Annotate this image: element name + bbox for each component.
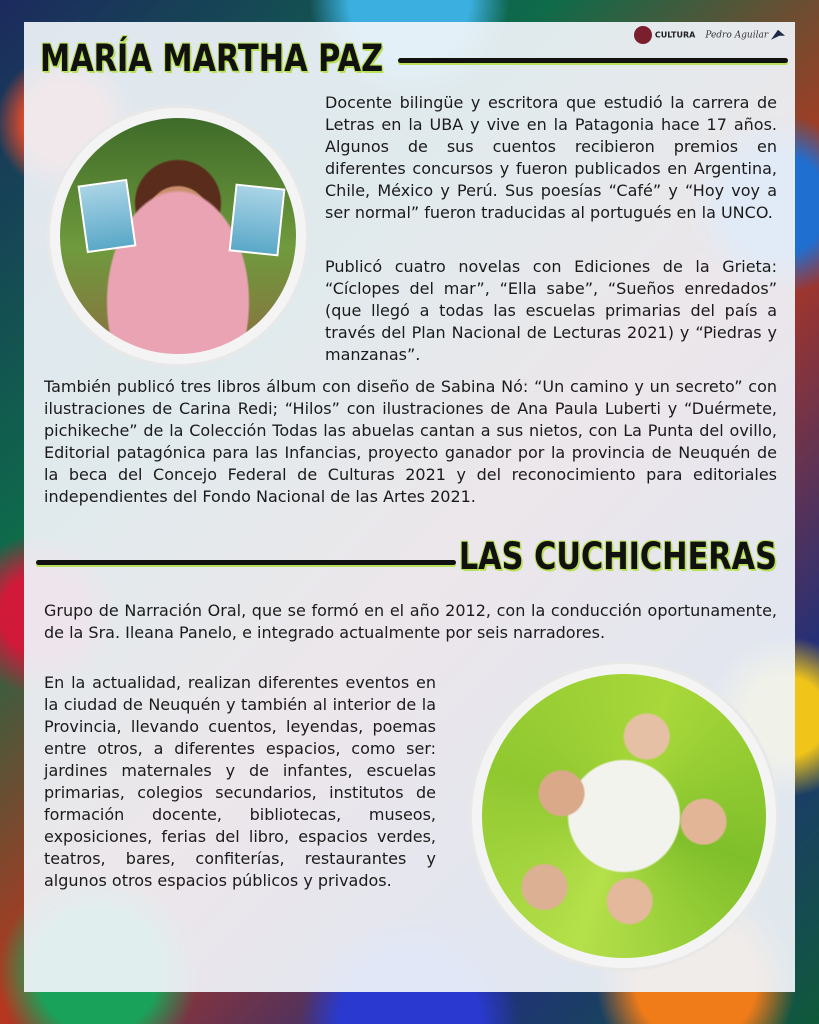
cultura-mark-icon	[634, 26, 652, 44]
section1-paragraph-2: Publicó cuatro novelas con Ediciones de la Grieta: “Cíclopes del mar”, “Ella sabe”, “Sueños enredados” (que llegó a todas las escuelas primarias del país a través del Plan Nacional de Lecturas 2021) y “Piedras y manzanas”.	[325, 257, 777, 364]
section2-rule	[36, 560, 456, 565]
section2-paragraph-2: En la actualidad, realizan diferentes eventos en la ciudad de Neuquén y también al interior de la Provincia, llevando cuentos, leyendas, poemas entre otros, a diferentes espacios, como ser: jardines maternales y de infantes, escuelas primarias, colegios secundarios, institutos de formación docente, bibliotecas, museos, exposiciones, ferias del libro, espacios verdes, teatros, bares, confiterías, restaurantes y algunos otros espacios públicos y privados.	[44, 673, 436, 890]
book-icon	[78, 179, 137, 253]
section1-paragraph-3: También publicó tres libros álbum con diseño de Sabina Nó: “Un camino y un secreto” con ilustraciones de Carina Redi; “Hilos” con ilustraciones de Ana Paula Luberti y “Duérmete, pichikeche” de la Colección Todas las abuelas cantan a sus nietos, con La Punta del ovillo, Editorial patagónica para las Infancias, proyecto ganador por la provincia de Neuquén de la beca del Concejo Federal de Culturas 2021 y del reconocimiento para editoriales independientes del Fondo Nacional de las Artes 2021.	[44, 377, 777, 506]
section2-paragraph-1: Grupo de Narración Oral, que se formó en el año 2012, con la conducción oportunamente, de la Sra. Ileana Panelo, e integrado actualmente por seis narradores.	[44, 601, 777, 642]
book-icon	[229, 184, 286, 257]
author-photo	[50, 108, 306, 364]
bird-icon	[771, 30, 785, 40]
cultura-logo: CULTURA	[634, 26, 695, 44]
section1-paragraph-1: Docente bilingüe y escritora que estudió la carrera de Letras en la UBA y vive en la Patagonia hace 17 años. Algunos de sus cuentos recibieron premios en diferentes concursos y fueron publicados en Argentina, Chile, México y Perú. Sus poesías “Café” y “Hoy voy a ser normal” fueron traducidas al portugués en la UNCO.	[325, 93, 777, 222]
group-photo	[472, 664, 776, 968]
section1-rule	[398, 58, 788, 63]
section2-title: LAS CUCHICHERAS	[458, 535, 777, 578]
logos	[634, 26, 785, 44]
pedro-aguilar-logo: Pedro Aguilar	[705, 30, 785, 41]
section1-title: MARÍA MARTHA PAZ	[40, 37, 384, 80]
